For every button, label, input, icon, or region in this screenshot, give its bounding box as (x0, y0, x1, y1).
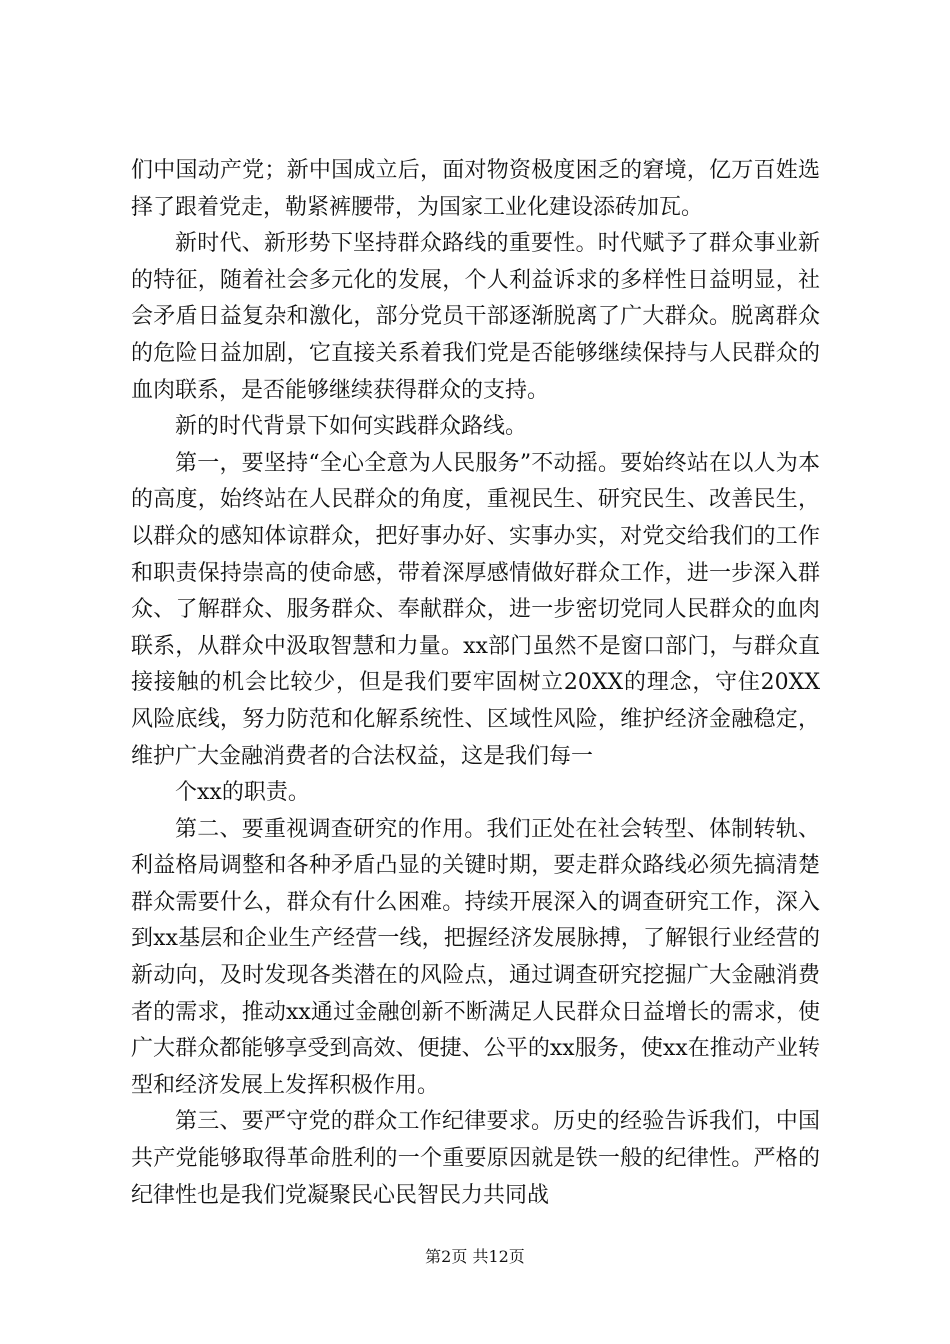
page-number-label: 第2页 共12页 (425, 1247, 525, 1266)
page-footer (0, 1244, 950, 1267)
document-body (131, 153, 820, 1214)
paragraph-1: 们中国动产党；新中国成立后，面对物资极度困乏的窘境，亿万百姓选择了跟着党走，勒紧裤腰带，为国家工业化建设添砖加瓦。 (131, 158, 820, 220)
paragraph-4: 第一，要坚持“全心全意为人民服务”不动摇。要始终站在以人为本的高度，始终站在人民群众的角度，重视民生、研究民生、改善民生，以群众的感知体谅群众，把好事办好、实事办实，对党交给我们的工作和职责保持崇高的使命感，带着深厚感情做好群众工作，进一步深入群众、了解群众、服务群众、奉献群众，进一步密切党同人民群众的血肉联系，从群众中汲取智慧和力量。xx部门虽然不是窗口部门，与群众直接接触的机会比较少，但是我们要牢固树立20XX的理念，守住20XX风险底线，努力防范和化解系统性、区域性风险，维护经济金融稳定，维护广大金融消费者的合法权益，这是我们每一 (131, 450, 820, 769)
paragraph-5: 个xx的职责。 (175, 780, 310, 806)
paragraph-3: 新的时代背景下如何实践群众路线。 (175, 414, 528, 440)
paragraph-2: 新时代、新形势下坚持群众路线的重要性。时代赋予了群众事业新的特征，随着社会多元化的发展，个人利益诉求的多样性日益明显，社会矛盾日益复杂和激化，部分党员干部逐渐脱离了广大群众。脱离群众的危险日益加剧，它直接关系着我们党是否能够继续保持与人民群众的血肉联系，是否能够继续获得群众的支持。 (131, 231, 820, 403)
paragraph-7: 第三、要严守党的群众工作纪律要求。历史的经验告诉我们，中国共产党能够取得革命胜利的一个重要原因就是铁一般的纪律性。严格的纪律性也是我们党凝聚民心民智民力共同战 (131, 1109, 820, 1208)
paragraph-6: 第二、要重视调查研究的作用。我们正处在社会转型、体制转轨、利益格局调整和各种矛盾凸显的关键时期，要走群众路线必须先搞清楚群众需要什么，群众有什么困难。持续开展深入的调查研究工作，深入到xx基层和企业生产经营一线，把握经济发展脉搏，了解银行业经营的新动向，及时发现各类潜在的风险点，通过调查研究挖掘广大金融消费者的需求，推动xx通过金融创新不断满足人民群众日益增长的需求，使广大群众都能够享受到高效、便捷、公平的xx服务，使xx在推动产业转型和经济发展上发挥积极作用。 (131, 816, 820, 1098)
